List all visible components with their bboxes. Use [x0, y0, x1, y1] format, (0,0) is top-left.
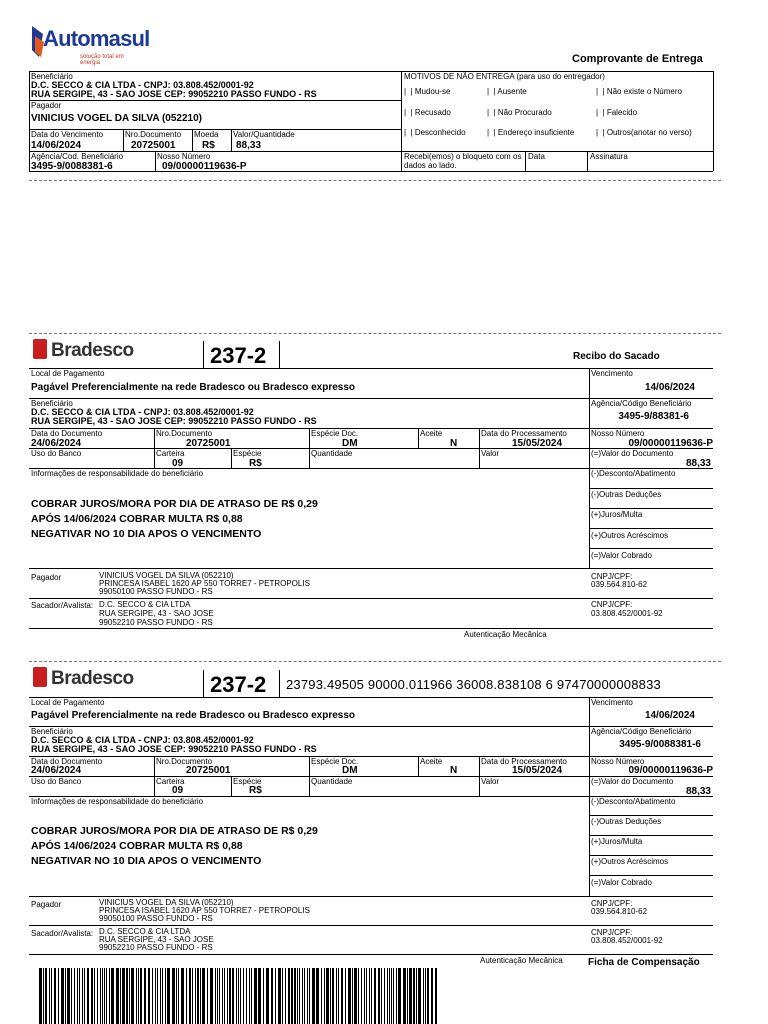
receipt-guarantor-line3: 99052210 PASSO FUNDO - RS: [99, 618, 213, 627]
receipt-title: Recibo do Sacado: [573, 351, 660, 362]
slip-accept: N: [450, 765, 458, 776]
barcode-bar: [126, 968, 128, 1024]
barcode-bar: [369, 968, 370, 1024]
delivery-amount: 88,33: [236, 140, 262, 151]
barcode-bar: [155, 968, 156, 1024]
receipt-payer-line3: 99050100 PASSO FUNDO - RS: [99, 587, 213, 596]
reason-refused[interactable]: | | Recusado: [404, 108, 451, 117]
barcode-bar: [418, 968, 421, 1024]
barcode: [39, 968, 439, 1024]
automasul-logo: [30, 22, 150, 68]
barcode-bar: [232, 968, 234, 1024]
barcode-bar: [122, 968, 125, 1024]
barcode-bar: [104, 968, 105, 1024]
barcode-bar: [374, 968, 376, 1024]
barcode-bar: [358, 968, 359, 1024]
slip-info-label: Informações de responsabilidade do beneficiário: [31, 797, 204, 806]
barcode-bar: [275, 968, 276, 1024]
bradesco-logo-mark: [33, 667, 47, 687]
barcode-bar: [65, 968, 66, 1024]
barcode-bar: [409, 968, 412, 1024]
receipt-other-deductions-label: (-)Outras Deduções: [591, 490, 662, 499]
receipt-wallet-label: Carteira: [156, 449, 185, 458]
slip-processing-date: 15/05/2024: [512, 765, 563, 776]
barcode-bar: [84, 968, 85, 1024]
slip-instruction-3: NEGATIVAR NO 10 DIA APOS O VENCIMENTO: [31, 855, 262, 867]
barcode-bar: [49, 968, 50, 1024]
receipt-species: R$: [249, 458, 262, 469]
barcode-bar: [403, 968, 406, 1024]
barcode-bar: [43, 968, 44, 1024]
barcode-bar: [387, 968, 388, 1024]
barcode-bar: [219, 968, 220, 1024]
barcode-bar: [227, 968, 228, 1024]
barcode-bar: [336, 968, 337, 1024]
receipt-payment-place: Pagável Preferencialmente na rede Bradesco ou Bradesco expresso: [31, 382, 356, 393]
receipt-beneficiary-line2: RUA SERGIPE, 43 - SAO JOSE CEP: 99052210 PASSO FUNDO - RS: [31, 416, 317, 426]
barcode-bar: [416, 968, 417, 1024]
barcode-bar: [240, 968, 241, 1024]
barcode-bar: [299, 968, 300, 1024]
reason-deceased[interactable]: | | Falecido: [596, 108, 638, 117]
barcode-bar: [97, 968, 98, 1024]
slip-title: Ficha de Compensação: [588, 957, 700, 968]
barcode-bar: [236, 968, 237, 1024]
slip-instruction-1: COBRAR JUROS/MORA POR DIA DE ATRASO DE R$ 0,29: [31, 825, 318, 837]
receipt-bank-name: Bradesco: [51, 340, 134, 361]
receipt-bank-code: 237-2: [210, 343, 267, 368]
barcode-bar: [39, 968, 42, 1024]
slip-due-value: 14/06/2024: [644, 710, 695, 721]
barcode-bar: [425, 968, 426, 1024]
delivery-agency: 3495-9/0088381-6: [31, 161, 113, 172]
delivery-title: Comprovante de Entrega: [572, 53, 703, 65]
receipt-processing-date-label: Data do Processamento: [481, 429, 567, 438]
slip-quantity-label: Quantidade: [311, 777, 353, 786]
barcode-bar: [361, 968, 362, 1024]
barcode-bar: [91, 968, 93, 1024]
receipt-instruction-3: NEGATIVAR NO 10 DIA APOS O VENCIMENTO: [31, 528, 262, 540]
receipt-due-label: Vencimento: [591, 369, 633, 378]
barcode-bar: [435, 968, 437, 1024]
receipt-other-additions-label: (+)Outros Acréscimos: [591, 531, 669, 540]
delivery-received-label: Recebi(emos) o bloqueto com os dados ao lado.: [404, 152, 522, 170]
reason-other[interactable]: | | Outros(anotar no verso): [596, 128, 692, 137]
receipt-doc-value-label: (=)Valor do Documento: [591, 449, 674, 458]
barcode-bar: [167, 968, 170, 1024]
barcode-bar: [51, 968, 52, 1024]
reason-unknown[interactable]: | | Desconhecido: [404, 128, 466, 137]
delivery-doc-number-label: Nro.Documento: [125, 130, 182, 139]
slip-other-additions-label: (+)Outros Acréscimos: [591, 857, 669, 866]
barcode-bar: [87, 968, 89, 1024]
slip-payer-line1: VINICIUS VOGEL DA SILVA (052210): [99, 898, 234, 907]
receipt-payer-doc: 039.564.810-62: [591, 580, 648, 589]
barcode-bar: [307, 968, 308, 1024]
barcode-bar: [288, 968, 290, 1024]
receipt-our-number-label: Nosso Número: [591, 429, 645, 438]
barcode-bar: [371, 968, 372, 1024]
receipt-payer-line1: VINICIUS VOGEL DA SILVA (052210): [99, 571, 234, 580]
barcode-bar: [381, 968, 382, 1024]
slip-doc-number: 20725001: [186, 765, 231, 776]
barcode-bar: [282, 968, 283, 1024]
barcode-bar: [431, 968, 433, 1024]
barcode-bar: [152, 968, 153, 1024]
barcode-bar: [324, 968, 325, 1024]
barcode-bar: [312, 968, 315, 1024]
barcode-bar: [348, 968, 351, 1024]
barcode-bar: [186, 968, 187, 1024]
slip-interest-label: (+)Juros/Multa: [591, 837, 643, 846]
barcode-bar: [71, 968, 72, 1024]
receipt-due-value: 14/06/2024: [644, 382, 695, 393]
receipt-guarantor-doc: 03.808.452/0001-92: [591, 609, 663, 618]
slip-other-deductions-label: (-)Outras Deduções: [591, 817, 662, 826]
slip-species-doc-label: Espécie Doc.: [311, 757, 359, 766]
barcode-bar: [258, 968, 261, 1024]
barcode-bar: [160, 968, 161, 1024]
slip-wallet-label: Carteira: [156, 777, 185, 786]
slip-beneficiary-line1: D.C. SECCO & CIA LTDA - CNPJ: 03.808.452/0001-92: [31, 735, 254, 745]
barcode-bar: [54, 968, 56, 1024]
barcode-bar: [378, 968, 380, 1024]
barcode-bar: [148, 968, 150, 1024]
barcode-bar: [202, 968, 205, 1024]
receipt-guarantor-line2: RUA SERGIPE, 43 - SAO JOSE: [99, 609, 214, 618]
reason-bad-address[interactable]: | | Endereço insuficiente: [487, 128, 575, 137]
slip-doc-date-label: Data do Documento: [31, 757, 103, 766]
slip-instruction-2: APÓS 14/06/2024 COBRAR MULTA R$ 0,88: [31, 840, 243, 852]
barcode-bar: [396, 968, 397, 1024]
receipt-doc-value: 88,33: [685, 458, 711, 469]
barcode-bar: [352, 968, 353, 1024]
receipt-doc-number-label: Nro.Documento: [156, 429, 213, 438]
barcode-bar: [207, 968, 208, 1024]
slip-guarantor-doc: 03.808.452/0001-92: [591, 936, 663, 945]
receipt-guarantor-doc-label: CNPJ/CPF:: [591, 600, 633, 609]
barcode-bar: [197, 968, 199, 1024]
barcode-bar: [391, 968, 392, 1024]
delivery-currency: R$: [202, 140, 215, 151]
barcode-bar: [354, 968, 357, 1024]
slip-bank-use-label: Uso do Banco: [31, 777, 82, 786]
receipt-beneficiary-line1: D.C. SECCO & CIA LTDA - CNPJ: 03.808.452/0001-92: [31, 407, 254, 417]
barcode-bar: [338, 968, 339, 1024]
slip-charged-label: (=)Valor Cobrado: [591, 878, 652, 887]
slip-digitable-line: 23793.49505 90000.011966 36008.838108 6 97470000008833: [286, 677, 661, 692]
receipt-beneficiary-label: Beneficiário: [31, 399, 73, 408]
delivery-signature-label: Assinatura: [590, 152, 628, 161]
receipt-payment-place-label: Local de Pagamento: [31, 369, 105, 378]
barcode-bar: [210, 968, 213, 1024]
delivery-beneficiary-line1: D.C. SECCO & CIA LTDA - CNPJ: 03.808.452/0001-92: [31, 80, 254, 90]
barcode-bar: [129, 968, 130, 1024]
slip-auth-label: Autenticação Mecânica: [480, 956, 563, 965]
barcode-bar: [304, 968, 305, 1024]
automasul-tagline: solução total em energia: [80, 54, 124, 66]
barcode-bar: [189, 968, 191, 1024]
slip-value-label: Valor: [481, 777, 500, 786]
delivery-amount-label: Valor/Quantidade: [233, 130, 295, 139]
slip-bank-code: 237-2: [210, 672, 267, 697]
delivery-currency-label: Moeda: [194, 130, 219, 139]
barcode-bar: [102, 968, 103, 1024]
barcode-bar: [326, 968, 329, 1024]
barcode-bar: [246, 968, 247, 1024]
barcode-bar: [389, 968, 390, 1024]
slip-beneficiary-label: Beneficiário: [31, 727, 73, 736]
delivery-agency-label: Agência/Cod. Beneficiário: [31, 152, 124, 161]
barcode-bar: [238, 968, 239, 1024]
slip-due-label: Vencimento: [591, 698, 633, 707]
receipt-payer-line2: PRINCESA ISABEL 1620 AP 550 TORRE7 - PETROPOLIS: [99, 579, 310, 588]
delivery-our-number: 09/00000119636-P: [162, 161, 247, 172]
receipt-info-label: Informações de responsabilidade do beneficiário: [31, 469, 204, 478]
barcode-bar: [136, 968, 137, 1024]
receipt-auth-label: Autenticação Mecânica: [464, 630, 547, 639]
barcode-bar: [229, 968, 231, 1024]
slip-payment-place: Pagável Preferencialmente na rede Bradesco ou Bradesco expresso: [31, 710, 356, 721]
receipt-discount-label: (-)Desconto/Abatimento: [591, 469, 676, 478]
slip-guarantor-line1: D.C. SECCO & CIA LTDA: [99, 927, 191, 936]
barcode-bar: [398, 968, 401, 1024]
barcode-bar: [162, 968, 163, 1024]
barcode-bar: [100, 968, 101, 1024]
delivery-payer-label: Pagador: [31, 101, 62, 110]
barcode-bar: [200, 968, 201, 1024]
slip-accept-label: Aceite: [420, 757, 443, 766]
barcode-bar: [330, 968, 331, 1024]
reason-moved[interactable]: | | Mudou-se: [404, 87, 451, 96]
receipt-quantity-label: Quantidade: [311, 449, 353, 458]
slip-wallet: 09: [172, 785, 184, 796]
slip-agency-label: Agência/Código Beneficiário: [591, 727, 692, 736]
barcode-bar: [181, 968, 184, 1024]
barcode-bar: [224, 968, 225, 1024]
barcode-bar: [178, 968, 179, 1024]
receipt-guarantor-line1: D.C. SECCO & CIA LTDA: [99, 600, 191, 609]
barcode-bar: [116, 968, 119, 1024]
receipt-accept: N: [450, 438, 458, 449]
slip-payer-line3: 99050100 PASSO FUNDO - RS: [99, 914, 213, 923]
slip-processing-date-label: Data do Processamento: [481, 757, 567, 766]
slip-guarantor-line2: RUA SERGIPE, 43 - SAO JOSE: [99, 935, 214, 944]
barcode-bar: [82, 968, 83, 1024]
barcode-bar: [249, 968, 250, 1024]
receipt-instruction-2: APÓS 14/06/2024 COBRAR MULTA R$ 0,88: [31, 513, 243, 525]
delivery-reasons-title: MOTIVOS DE NÃO ENTREGA (para uso do entregador): [404, 72, 605, 81]
bradesco-logo-mark: [33, 339, 47, 359]
barcode-bar: [140, 968, 142, 1024]
receipt-payer-doc-label: CNPJ/CPF:: [591, 572, 633, 581]
slip-doc-number-label: Nro.Documento: [156, 757, 213, 766]
barcode-bar: [302, 968, 303, 1024]
barcode-bar: [413, 968, 415, 1024]
slip-our-number: 09/00000119636-P: [628, 765, 713, 776]
slip-payer-label: Pagador: [31, 900, 62, 909]
automasul-brand-name: Automasul: [43, 26, 150, 51]
barcode-bar: [195, 968, 196, 1024]
receipt-agency-label: Agência/Código Beneficiário: [591, 399, 692, 408]
barcode-bar: [316, 968, 319, 1024]
slip-payment-place-label: Local de Pagamento: [31, 698, 105, 707]
slip-doc-value-label: (=)Valor do Documento: [591, 777, 674, 786]
receipt-species-label: Espécie: [233, 449, 262, 458]
barcode-bar: [297, 968, 298, 1024]
barcode-bar: [138, 968, 139, 1024]
barcode-bar: [366, 968, 367, 1024]
slip-guarantor-line3: 99052210 PASSO FUNDO - RS: [99, 943, 213, 952]
slip-bank-name: Bradesco: [51, 668, 134, 689]
barcode-bar: [243, 968, 244, 1024]
barcode-bar: [321, 968, 322, 1024]
barcode-bar: [192, 968, 193, 1024]
delivery-doc-number: 20725001: [131, 140, 176, 151]
slip-payer-doc: 039.564.810-62: [591, 907, 648, 916]
barcode-bar: [254, 968, 257, 1024]
barcode-bar: [120, 968, 121, 1024]
receipt-species-doc-label: Espécie Doc.: [311, 429, 359, 438]
receipt-species-doc: DM: [342, 438, 358, 449]
barcode-bar: [77, 968, 78, 1024]
slip-species-doc: DM: [342, 765, 358, 776]
barcode-bar: [294, 968, 296, 1024]
slip-our-number-label: Nosso Número: [591, 757, 645, 766]
delivery-beneficiary-line2: RUA SERGIPE, 43 - SAO JOSE CEP: 99052210 PASSO FUNDO - RS: [31, 89, 317, 99]
barcode-bar: [341, 968, 343, 1024]
slip-species-label: Espécie: [233, 777, 262, 786]
receipt-our-number: 09/00000119636-P: [628, 438, 713, 449]
barcode-bar: [45, 968, 47, 1024]
barcode-bar: [251, 968, 252, 1024]
barcode-bar: [263, 968, 264, 1024]
receipt-agency-value: 3495-9/88381-6: [618, 411, 689, 422]
slip-payer-doc-label: CNPJ/CPF:: [591, 899, 633, 908]
receipt-charged-label: (=)Valor Cobrado: [591, 551, 652, 560]
barcode-bar: [58, 968, 59, 1024]
delivery-due-date: 14/06/2024: [31, 140, 82, 151]
barcode-bar: [271, 968, 273, 1024]
barcode-bar: [157, 968, 158, 1024]
slip-agency-value: 3495-9/0088381-6: [619, 739, 701, 750]
barcode-bar: [131, 968, 134, 1024]
receipt-doc-date: 24/06/2024: [31, 438, 82, 449]
receipt-bank-use-label: Uso do Banco: [31, 449, 82, 458]
barcode-bar: [332, 968, 334, 1024]
barcode-bar: [427, 968, 429, 1024]
barcode-bar: [291, 968, 293, 1024]
receipt-processing-date: 15/05/2024: [512, 438, 563, 449]
barcode-bar: [309, 968, 310, 1024]
reason-not-sought[interactable]: | | Não Procurado: [487, 108, 552, 117]
delivery-due-date-label: Data do Vencimento: [31, 130, 104, 139]
delivery-beneficiary-label: Beneficiário: [31, 72, 73, 81]
barcode-bar: [94, 968, 95, 1024]
receipt-value-label: Valor: [481, 449, 500, 458]
receipt-doc-date-label: Data do Documento: [31, 429, 103, 438]
barcode-bar: [172, 968, 175, 1024]
receipt-wallet: 09: [172, 458, 184, 469]
barcode-bar: [67, 968, 70, 1024]
receipt-doc-number: 20725001: [186, 438, 231, 449]
barcode-bar: [109, 968, 110, 1024]
barcode-bar: [215, 968, 216, 1024]
slip-doc-value: 88,33: [685, 786, 711, 797]
slip-guarantor-doc-label: CNPJ/CPF:: [591, 928, 633, 937]
barcode-bar: [144, 968, 146, 1024]
delivery-date-label: Data: [528, 152, 545, 161]
barcode-bar: [111, 968, 114, 1024]
delivery-payer-value: VINICIUS VOGEL DA SILVA (052210): [31, 113, 202, 124]
barcode-bar: [384, 968, 385, 1024]
reason-absent[interactable]: | | Ausente: [487, 87, 527, 96]
barcode-bar: [106, 968, 107, 1024]
slip-guarantor-label: Sacador/Avalista:: [31, 929, 94, 938]
barcode-bar: [222, 968, 223, 1024]
barcode-bar: [364, 968, 365, 1024]
barcode-bar: [278, 968, 281, 1024]
receipt-instruction-1: COBRAR JUROS/MORA POR DIA DE ATRASO DE R$ 0,29: [31, 498, 318, 510]
barcode-bar: [345, 968, 346, 1024]
receipt-accept-label: Aceite: [420, 429, 443, 438]
barcode-bar: [74, 968, 75, 1024]
slip-doc-date: 24/06/2024: [31, 765, 82, 776]
barcode-bar: [285, 968, 286, 1024]
barcode-bar: [61, 968, 64, 1024]
slip-payer-line2: PRINCESA ISABEL 1620 AP 550 TORRE7 - PETROPOLIS: [99, 906, 310, 915]
barcode-bar: [407, 968, 408, 1024]
slip-beneficiary-line2: RUA SERGIPE, 43 - SAO JOSE CEP: 99052210 PASSO FUNDO - RS: [31, 744, 317, 754]
reason-no-number[interactable]: | | Não existe o Número: [596, 87, 682, 96]
receipt-interest-label: (+)Juros/Multa: [591, 510, 643, 519]
slip-discount-label: (-)Desconto/Abatimento: [591, 797, 676, 806]
barcode-bar: [79, 968, 80, 1024]
delivery-our-number-label: Nosso Número: [157, 152, 211, 161]
barcode-bar: [423, 968, 424, 1024]
barcode-bar: [165, 968, 166, 1024]
barcode-bar: [393, 968, 394, 1024]
barcode-bar: [266, 968, 269, 1024]
receipt-guarantor-label: Sacador/Avalista:: [31, 601, 94, 610]
barcode-bar: [217, 968, 218, 1024]
receipt-payer-label: Pagador: [31, 573, 62, 582]
barcode-bar: [176, 968, 177, 1024]
slip-species: R$: [249, 785, 262, 796]
